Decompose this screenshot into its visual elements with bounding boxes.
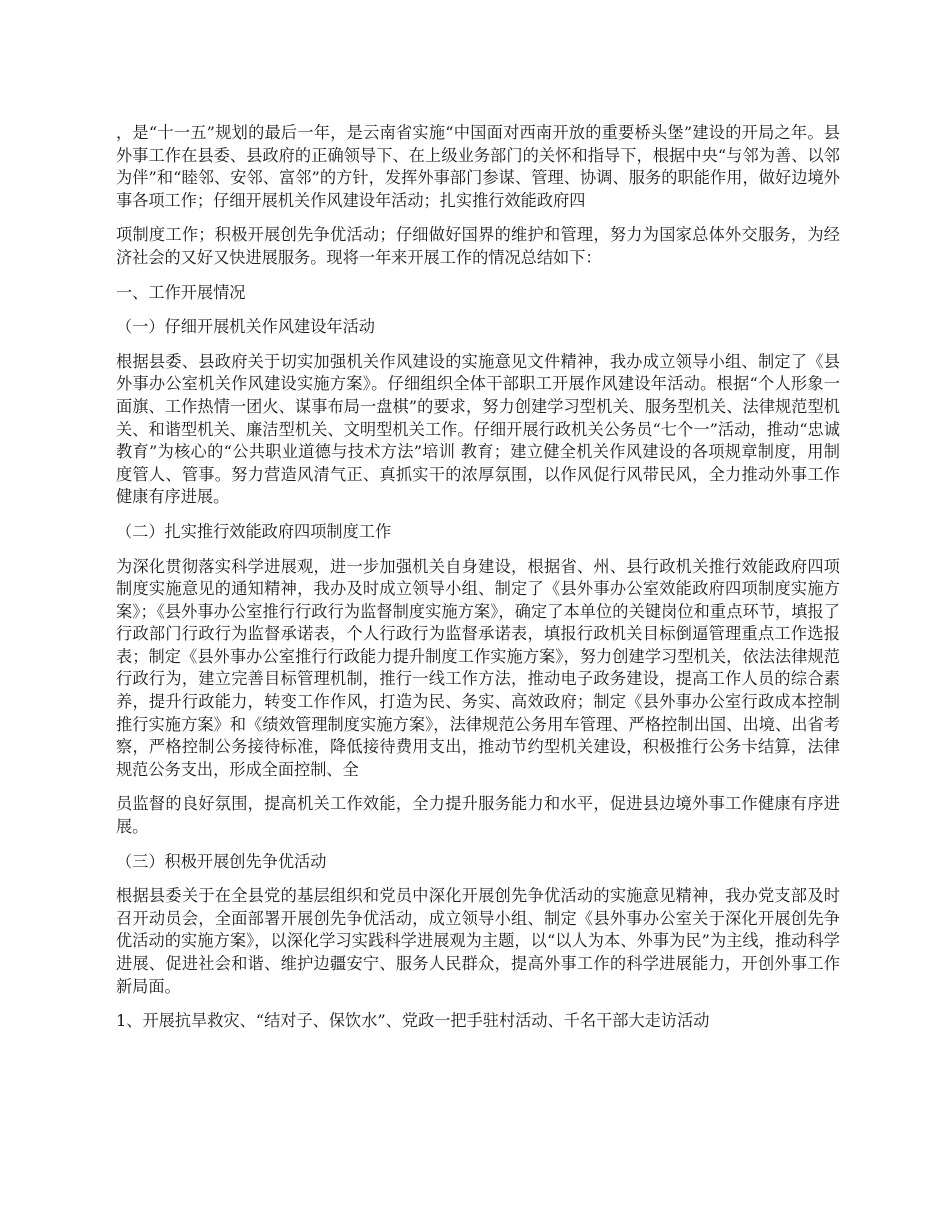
item-heading: 1、开展抗旱救灾、“结对子、保饮水”、党政一把手驻村活动、千名干部大走访活动: [116, 1011, 710, 1031]
section-heading: 一、工作开展情况: [116, 282, 246, 302]
intro-paragraph: ，是“十一五”规划的最后一年，是云南省实施“中国面对西南开放的重要桥头堡”建设的开局之年。县外事工作在县委、县政府的正确领导下、在上级业务部门的关怀和指导下，根据中央“与邻为善、以邻为伴”和“睦邻、安邻、富邻”的方针，发挥外事部门参谋、管理、协调、服务的职能作用，做好边境外事各项工作；仔细开展机关作风建设年活动；扎实推行效能政府四: [116, 123, 840, 210]
intro-paragraph-continued: 项制度工作；积极开展创先争优活动；仔细做好国界的维护和管理，努力为国家总体外交服务，为经济社会的又好又快进展服务。现将一年来开展工作的情况总结如下：: [116, 225, 840, 267]
body-paragraph-continued: 员监督的良好氛围，提高机关工作效能，全力提升服务能力和水平，促进县边境外事工作健康有序进展。: [116, 794, 840, 837]
subsection-heading: （二）扎实推行效能政府四项制度工作: [116, 521, 392, 541]
document-page: [116, 122, 840, 1045]
subsection-heading: （三）积极开展创先争优活动: [116, 851, 327, 871]
body-paragraph: 根据县委关于在全县党的基层组织和党员中深化开展创先争优活动的实施意见精神，我办党支部及时召开动员会，全面部署开展创先争优活动，成立领导小组、制定《县外事办公室关于深化开展创先争优活动的实施方案》，以深化学习实践科学进展观为主题，以“以人为本、外事为民”为主线，推动科学进展、促进社会和谐、维护边疆安宁、服务人民群众，提高外事工作的科学进展能力，开创外事工作新局面。: [116, 886, 840, 996]
body-paragraph: 根据县委、县政府关于切实加强机关作风建设的实施意见文件精神，我办成立领导小组、制定了《县外事办公室机关作风建设实施方案》。仔细组织全体干部职工开展作风建设年活动。根据“个人形象一面旗、工作热情一团火、谋事布局一盘棋”的要求，努力创建学习型机关、服务型机关、法律规范型机关、和谐型机关、廉洁型机关、文明型机关工作。仔细开展行政机关公务员“七个一”活动，推动“忠诚教育”为核心的“公共职业道德与技术方法”培训 教育；建立健全机关作风建设的各项规章制度，用制度管人、管事。努力营造风清气正、真抓实干的浓厚氛围，以作风促行风带民风，全力推动外事工作健康有序进展。: [116, 351, 840, 507]
subsection-heading: （一）仔细开展机关作风建设年活动: [116, 317, 375, 337]
body-paragraph: 为深化贯彻落实科学进展观，进一步加强机关自身建设，根据省、州、县行政机关推行效能政府四项制度实施意见的通知精神，我办及时成立领导小组、制定了《县外事办公室效能政府四项制度实施方案》；《县外事办公室推行行政行为监督制度实施方案》，确定了本单位的关键岗位和重点环节，填报了行政部门行政行为监督承诺表，个人行政行为监督承诺表，填报行政机关目标倒逼管理重点工作选报表；制定《县外事办公室推行行政能力提升制度工作实施方案》，努力创建学习型机关，依法法律规范行政行为，建立完善目标管理机制，推行一线工作方法，推动电子政务建设，提高工作人员的综合素养，提升行政能力，转变工作作风，打造为民、务实、高效政府；制定《县外事办公室行政成本控制推行实施方案》和《绩效管理制度实施方案》，法律规范公务用车管理、严格控制出国、出境、出省考察，严格控制公务接待标准，降低接待费用支出，推动节约型机关建设，积极推行公务卡结算，法律规范公务支出，形成全面控制、全: [116, 556, 840, 779]
